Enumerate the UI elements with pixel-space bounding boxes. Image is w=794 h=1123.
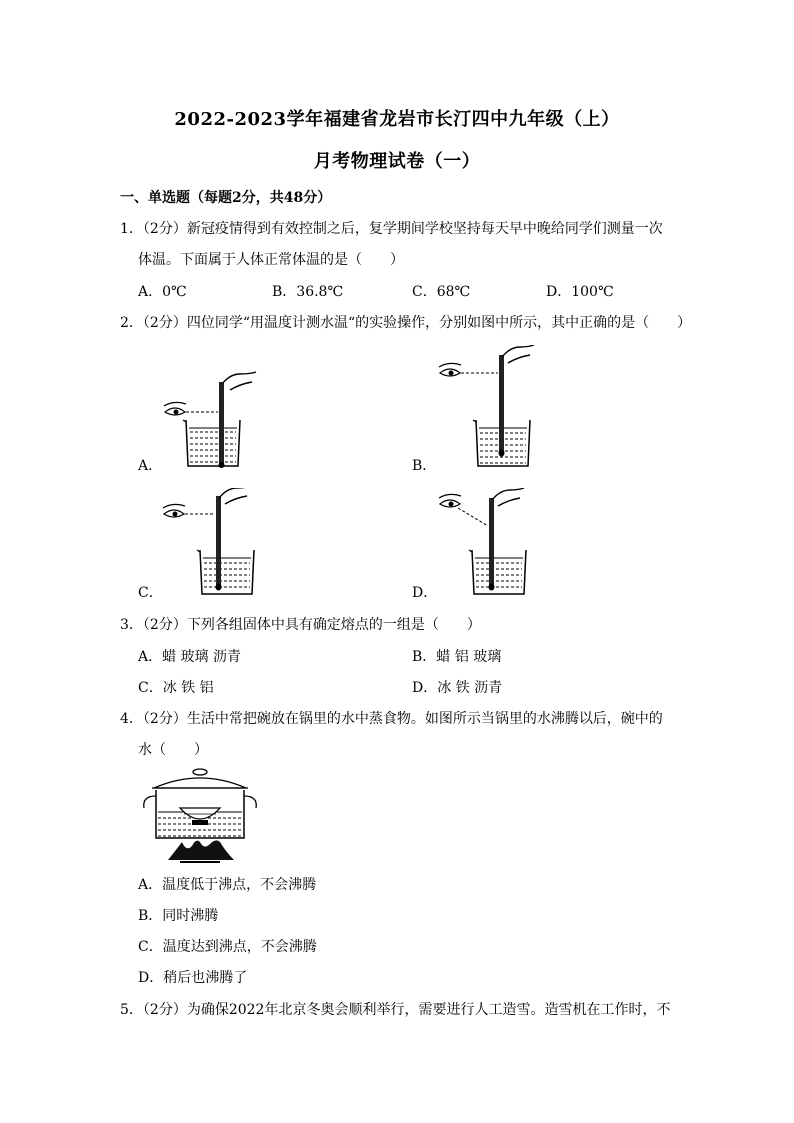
q4-stem-line1: 4．（2分）生活中常把碗放在锅里的水中蒸食物。如图所示当锅里的水沸腾以后，碗中的 xyxy=(120,711,663,727)
exam-title-line2: 月考物理试卷（一） xyxy=(313,151,481,172)
q1-option-d: D．100℃ xyxy=(546,284,614,300)
q2-figure-a xyxy=(160,370,270,470)
q2-figure-b xyxy=(436,345,536,470)
q2-figure-d xyxy=(436,488,546,598)
section-heading: 一、单选题（每题2分，共48分） xyxy=(120,190,332,206)
q3-option-c: C．冰 铁 铝 xyxy=(138,680,214,696)
q3-option-a: A．蜡 玻璃 沥青 xyxy=(138,649,242,665)
exam-title-line1: 2022-2023学年福建省龙岩市长汀四中九年级（上） xyxy=(174,109,620,130)
q4-option-c: C．温度达到沸点，不会沸腾 xyxy=(138,939,317,955)
q2-figure-c xyxy=(160,488,270,598)
q2-label-a: A． xyxy=(138,458,163,474)
q1-option-c: C．68℃ xyxy=(412,284,471,300)
q4-pot-figure xyxy=(140,764,260,864)
q2-label-d: D． xyxy=(412,585,438,601)
q5-stem-line1: 5．（2分）为确保2022年北京冬奥会顺利举行，需要进行人工造雪。造雪机在工作时，不 xyxy=(120,1002,671,1018)
q2-label-b: B． xyxy=(412,458,437,474)
q1-option-b: B．36.8℃ xyxy=(272,284,344,300)
q2-stem: 2．（2分）四位同学“用温度计测水温“的实验操作，分别如图中所示，其中正确的是（ ） xyxy=(120,315,692,331)
q4-option-b: B．同时沸腾 xyxy=(138,908,219,924)
q4-option-a: A．温度低于沸点，不会沸腾 xyxy=(138,877,317,893)
q1-stem-line2: 体温。下面属于人体正常体温的是（ ） xyxy=(138,252,404,268)
q3-option-d: D．冰 铁 沥青 xyxy=(412,680,503,696)
q4-stem-line2: 水（ ） xyxy=(138,742,208,758)
q4-option-d: D．稍后也沸腾了 xyxy=(138,970,248,986)
q3-option-b: B．蜡 铝 玻璃 xyxy=(412,649,502,665)
q2-label-c: C． xyxy=(138,585,163,601)
q3-stem: 3．（2分）下列各组固体中具有确定熔点的一组是（ ） xyxy=(120,617,481,633)
q1-option-a: A．0℃ xyxy=(138,284,187,300)
q1-stem-line1: 1．（2分）新冠疫情得到有效控制之后，复学期间学校坚持每天早中晚给同学们测量一次 xyxy=(120,221,663,237)
